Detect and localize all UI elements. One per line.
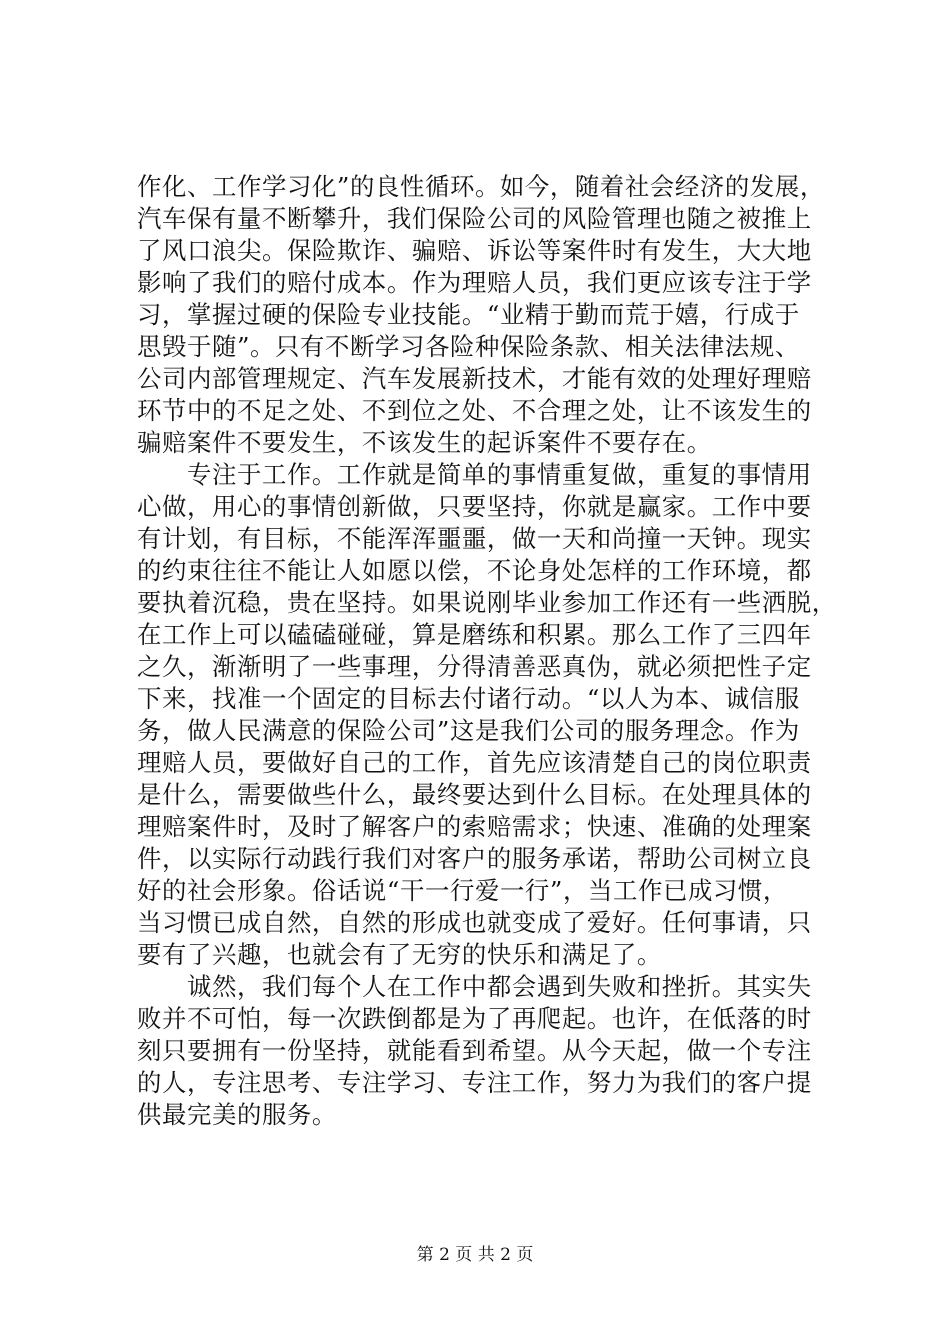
- text-line: 作化、工作学习化”的良性循环。如今，随着社会经济的发展，: [137, 172, 825, 201]
- text-line: 供最完美的服务。: [137, 1100, 337, 1129]
- page-number-footer: 第 2 页 共 2 页: [416, 1245, 534, 1265]
- text-line: 理赔人员，要做好自己的工作，首先应该清楚自己的岗位职责: [137, 748, 812, 777]
- paragraph-start-line: 专注于工作。工作就是简单的事情重复做，重复的事情用: [137, 460, 812, 489]
- text-line: 有计划，有目标，不能浑浑噩噩，做一天和尚撞一天钟。现实: [137, 524, 812, 553]
- document-body: [137, 171, 837, 1131]
- text-line: 要有了兴趣，也就会有了无穷的快乐和满足了。: [137, 940, 662, 969]
- text-line: 环节中的不足之处、不到位之处、不合理之处，让不该发生的: [137, 396, 812, 425]
- text-line: 汽车保有量不断攀升，我们保险公司的风险管理也随之被推上: [137, 204, 812, 233]
- text-line: 公司内部管理规定、汽车发展新技术，才能有效的处理好理赔: [137, 364, 812, 393]
- text-line: 在工作上可以磕磕碰碰，算是磨练和积累。那么工作了三四年: [137, 620, 812, 649]
- text-line: 思毁于随”。只有不断学习各险种保险条款、相关法律法规、: [137, 332, 800, 361]
- text-line: 影响了我们的赔付成本。作为理赔人员，我们更应该专注于学: [137, 268, 812, 297]
- text-line: 下来，找准一个固定的目标去付诸行动。“以人为本、诚信服: [137, 684, 800, 713]
- text-line: 务，做人民满意的保险公司”这是我们公司的服务理念。作为: [137, 716, 800, 745]
- text-line: 心做，用心的事情创新做，只要坚持，你就是赢家。工作中要: [137, 492, 812, 521]
- text-line: 的人，专注思考、专注学习、专注工作，努力为我们的客户提: [137, 1068, 812, 1097]
- text-line: 要执着沉稳，贵在坚持。如果说刚毕业参加工作还有一些洒脱，: [137, 588, 837, 617]
- text-line: 刻只要拥有一份坚持，就能看到希望。从今天起，做一个专注: [137, 1036, 812, 1065]
- text-line: 了风口浪尖。保险欺诈、骗赔、诉讼等案件时有发生，大大地: [137, 236, 812, 265]
- text-line: 是什么，需要做些什么，最终要达到什么目标。在处理具体的: [137, 780, 812, 809]
- text-line: 习，掌握过硬的保险专业技能。“业精于勤而荒于嬉，行成于: [137, 300, 800, 329]
- text-line: 骗赔案件不要发生，不该发生的起诉案件不要存在。: [137, 428, 712, 457]
- text-line: 当习惯已成自然，自然的形成也就变成了爱好。任何事请，只: [137, 908, 812, 937]
- text-line: 之久，渐渐明了一些事理，分得清善恶真伪，就必须把性子定: [137, 652, 812, 681]
- text-line: 败并不可怕，每一次跌倒都是为了再爬起。也许，在低落的时: [137, 1004, 812, 1033]
- paragraph-start-line: 诚然，我们每个人在工作中都会遇到失败和挫折。其实失: [137, 972, 812, 1001]
- text-line: 的约束往往不能让人如愿以偿，不论身处怎样的工作环境，都: [137, 556, 812, 585]
- text-line: 件，以实际行动践行我们对客户的服务承诺，帮助公司树立良: [137, 844, 812, 873]
- text-line: 好的社会形象。俗话说“干一行爱一行”，当工作已成习惯，: [137, 876, 788, 905]
- text-line: 理赔案件时，及时了解客户的索赔需求；快速、准确的处理案: [137, 812, 812, 841]
